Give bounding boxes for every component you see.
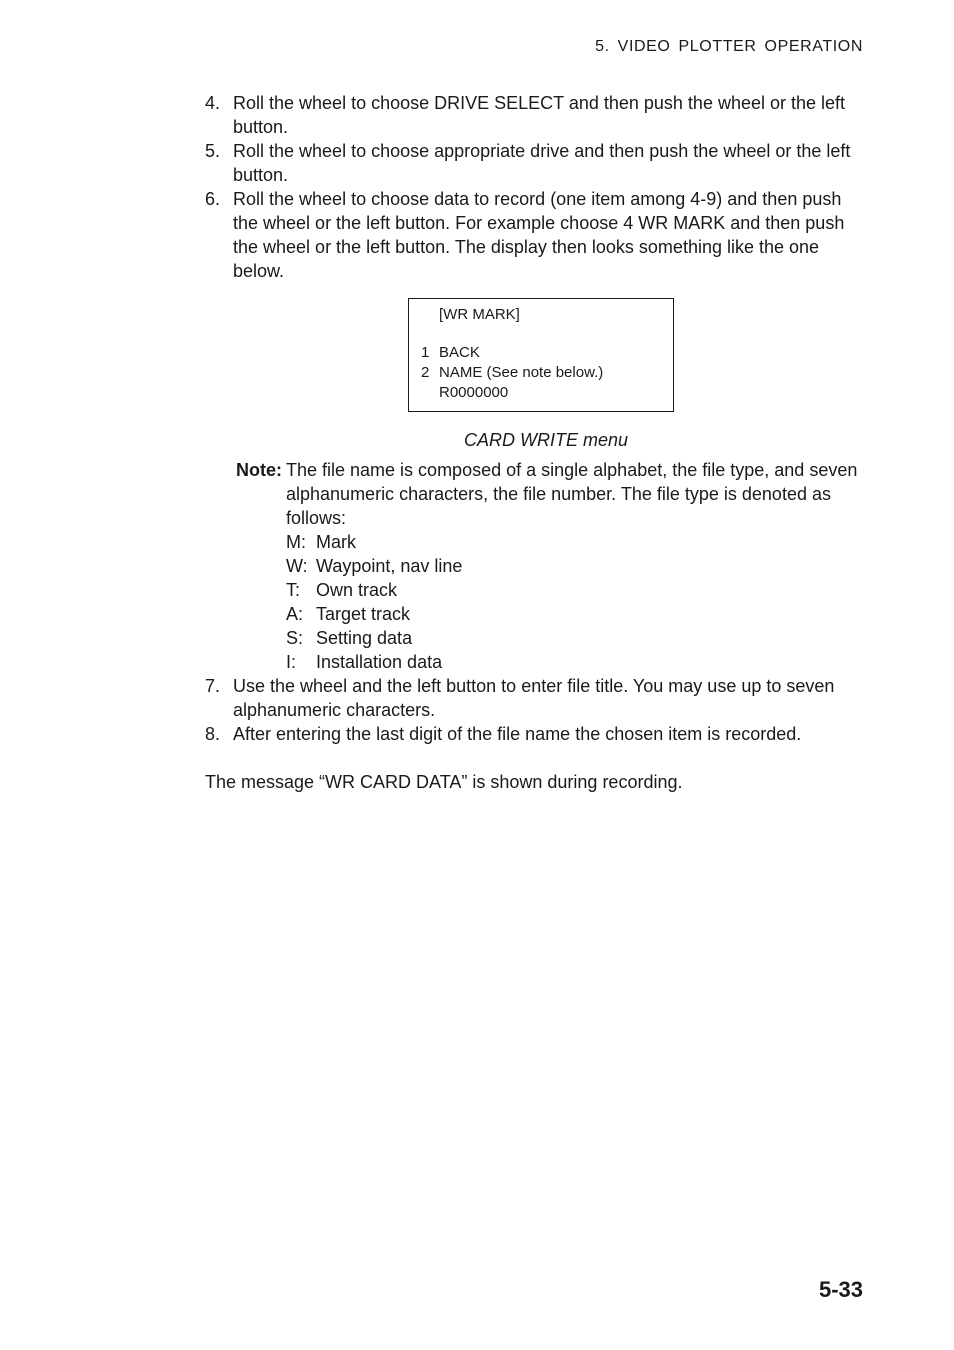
step-5: [205, 139, 865, 187]
step-number: 6.: [205, 189, 221, 209]
page-number: 5-33: [818, 1277, 863, 1302]
note-label: Note:: [236, 460, 282, 480]
recording-message: The message “WR CARD DATA” is shown during recording.: [205, 772, 683, 792]
step-text: Roll the wheel to choose data to record (one item among 4-9) and then push the wheel or the left button. For example choose 4 WR MARK and then push the wheel or the left button. The display then looks something like the one below.: [233, 189, 845, 281]
step-number: 7.: [205, 676, 221, 696]
step-number: 5.: [205, 141, 221, 161]
file-type-desc: Target track: [316, 604, 411, 624]
menu-item-number: 2: [421, 364, 430, 381]
file-type-key: W:: [286, 556, 308, 576]
note-text: The file name is composed of a single alphabet, the file type, and seven alphanumeric characters, the file number. The file type is denoted as follows:: [286, 460, 858, 528]
step-7: [205, 674, 865, 722]
step-text: Roll the wheel to choose DRIVE SELECT and then push the wheel or the left button.: [233, 93, 846, 137]
file-type-item: [286, 650, 865, 674]
step-text: After entering the last digit of the file name the chosen item is recorded.: [233, 724, 802, 744]
file-type-key: M:: [286, 532, 306, 552]
step-number: 4.: [205, 93, 221, 113]
file-type-desc: Own track: [316, 580, 398, 600]
menu-title-row: [421, 305, 673, 325]
file-type-key: A:: [286, 604, 304, 624]
menu-title: [WR MARK]: [439, 306, 520, 323]
file-type-item: [286, 578, 865, 602]
step-8: [205, 722, 865, 746]
menu-item-name: [421, 363, 673, 383]
menu-item-number: 1: [421, 344, 430, 361]
menu-value-row: [421, 383, 673, 403]
file-type-item: [286, 602, 865, 626]
step-6: [205, 187, 865, 283]
file-type-item: [286, 530, 865, 554]
menu-item-label: NAME (See note below.): [439, 364, 604, 381]
menu-value: R0000000: [439, 384, 509, 401]
menu-item-back: [421, 343, 673, 363]
file-type-key: T:: [286, 580, 301, 600]
figure-caption: CARD WRITE menu: [463, 430, 629, 450]
file-type-key: S:: [286, 628, 304, 648]
file-type-key: I:: [286, 652, 297, 672]
note-block: [205, 458, 865, 674]
file-type-desc: Waypoint, nav line: [316, 556, 463, 576]
file-type-desc: Setting data: [316, 628, 413, 648]
file-type-desc: Installation data: [316, 652, 443, 672]
step-4: [205, 91, 865, 139]
file-type-item: [286, 554, 865, 578]
menu-item-label: BACK: [439, 344, 480, 361]
card-write-menu-figure: [408, 298, 674, 412]
step-text: Roll the wheel to choose appropriate drive and then push the wheel or the left button.: [233, 141, 851, 185]
step-number: 8.: [205, 724, 221, 744]
running-header: 5. VIDEO PLOTTER OPERATION: [595, 38, 863, 55]
step-text: Use the wheel and the left button to enter file title. You may use up to seven alphanumeric characters.: [233, 676, 835, 720]
file-type-item: [286, 626, 865, 650]
page-content: [205, 91, 865, 794]
file-type-desc: Mark: [316, 532, 356, 552]
